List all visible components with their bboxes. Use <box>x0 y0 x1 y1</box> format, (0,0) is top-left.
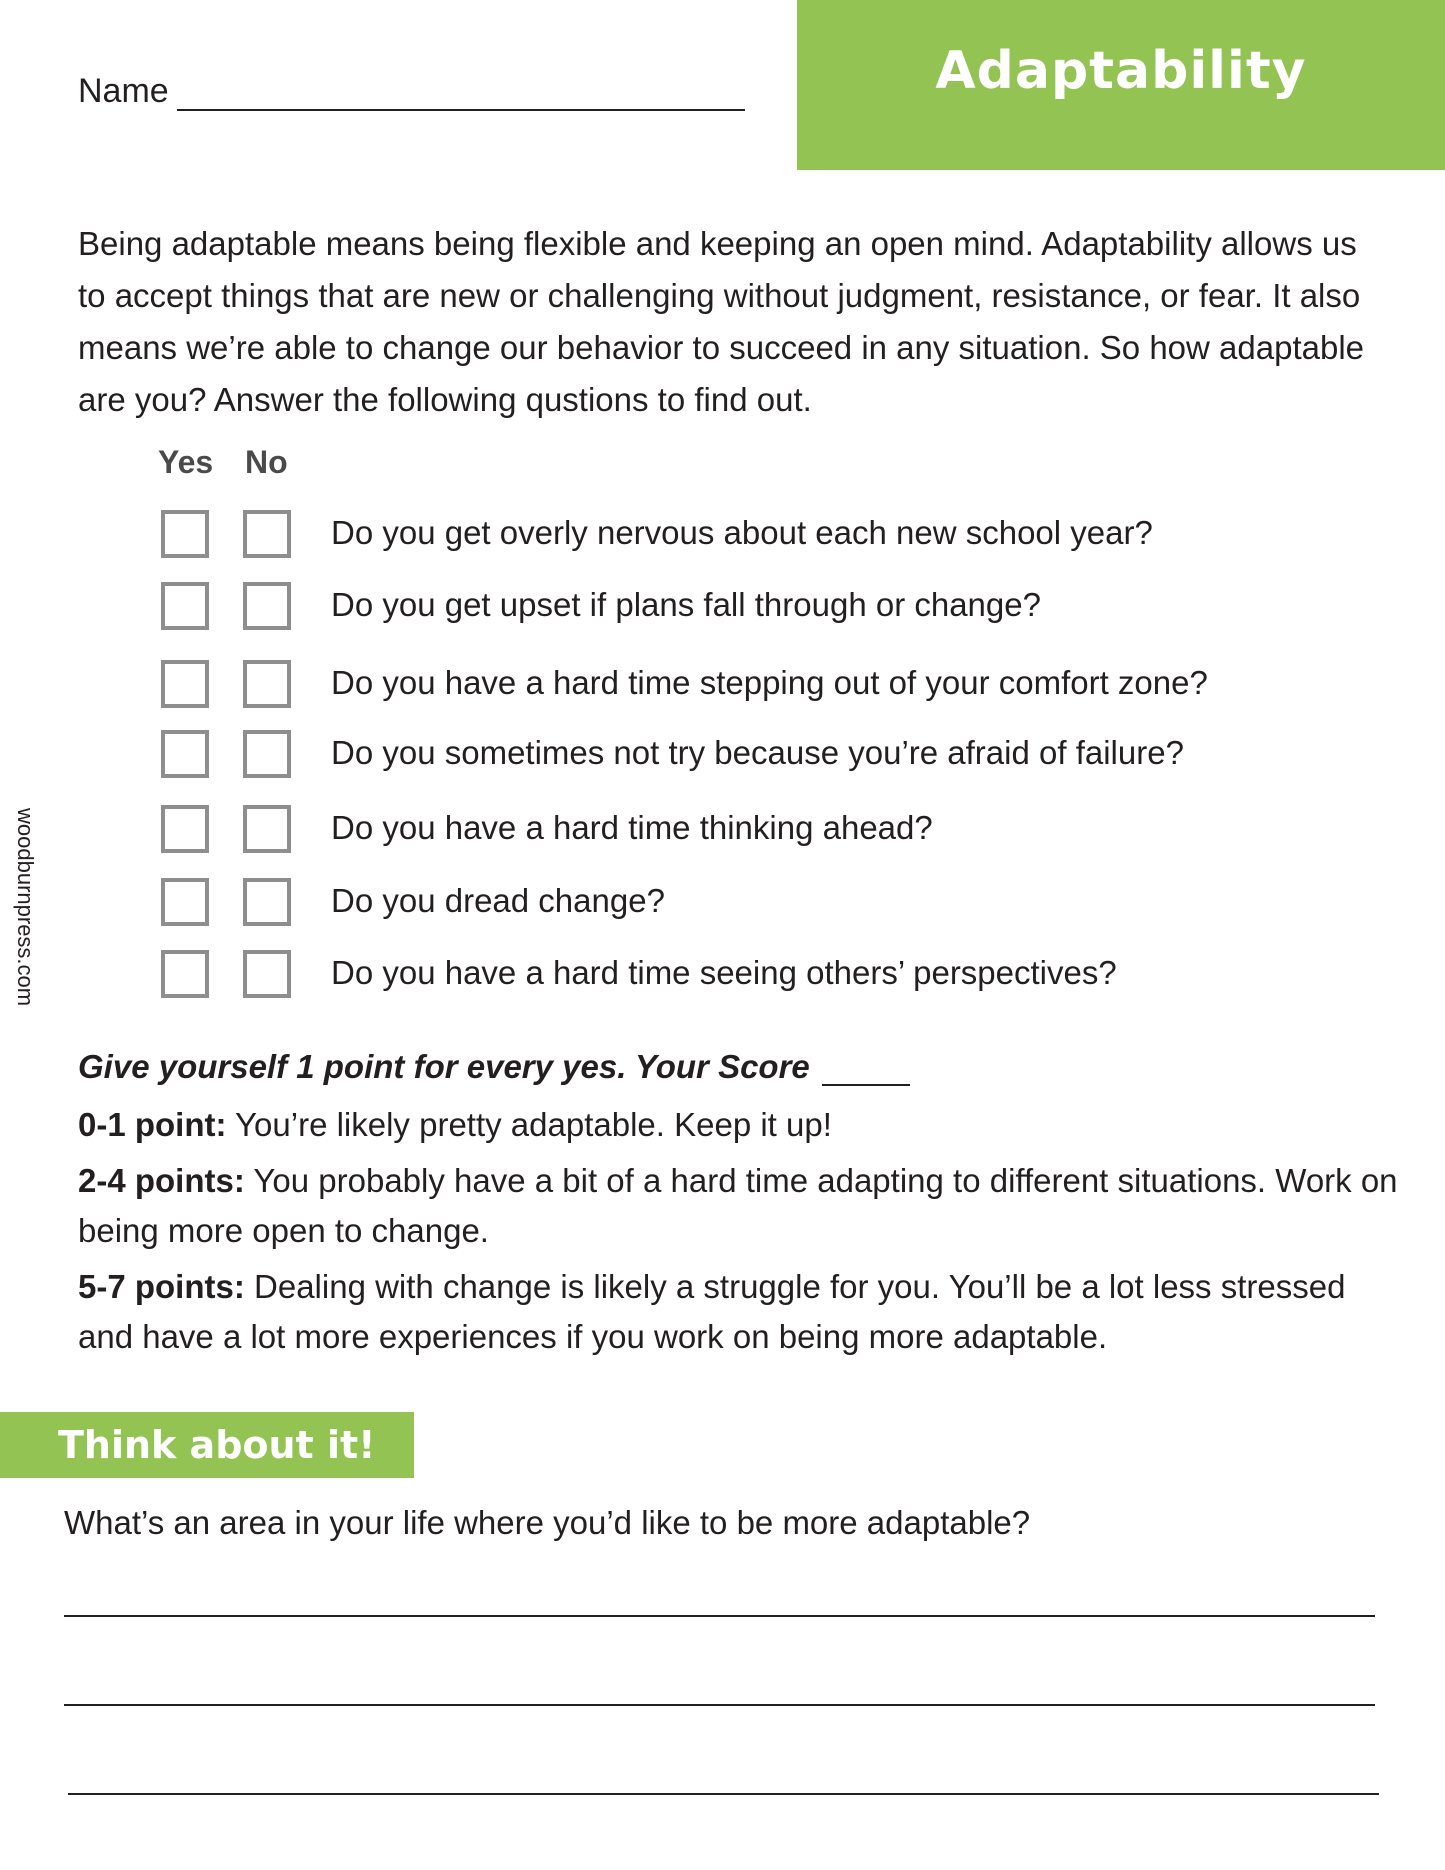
answer-line[interactable] <box>68 1793 1379 1795</box>
question-text: Do you get overly nervous about each new school year? <box>331 514 1153 551</box>
question-text: Do you have a hard time thinking ahead? <box>331 809 933 846</box>
title-banner <box>797 0 1445 170</box>
score-range: 5-7 points: <box>78 1268 245 1305</box>
score-range: 2-4 points: <box>78 1162 245 1199</box>
question-row <box>0 730 1445 782</box>
yes-checkbox[interactable] <box>161 510 209 558</box>
question-text: Do you get upset if plans fall through or change? <box>331 586 1041 623</box>
name-field <box>78 72 745 111</box>
answer-line[interactable] <box>64 1704 1375 1706</box>
name-input-line[interactable] <box>177 77 745 111</box>
no-column-header: No <box>245 444 288 480</box>
no-checkbox[interactable] <box>243 805 291 853</box>
question-row <box>0 805 1445 857</box>
score-instruction-text: Give yourself 1 point for every yes. Your Score <box>78 1048 810 1085</box>
yes-column-header: Yes <box>158 444 214 480</box>
no-checkbox[interactable] <box>243 660 291 708</box>
question-text: Do you have a hard time stepping out of your comfort zone? <box>331 664 1208 701</box>
question-text: Do you sometimes not try because you’re afraid of failure? <box>331 734 1184 771</box>
question-row <box>0 950 1445 1002</box>
yes-checkbox[interactable] <box>161 878 209 926</box>
score-input-line[interactable] <box>822 1056 910 1086</box>
intro-paragraph: Being adaptable means being flexible and keeping an open mind. Adaptability allows us to accept things that are new or challenging without judgment, resistance, or fear. It also means we’re able to change our behavior to succeed in any situation. So how adaptable are you? Answer the following qustions to find out. <box>78 225 1365 418</box>
yes-checkbox[interactable] <box>161 805 209 853</box>
question-row <box>0 510 1445 562</box>
think-prompt: What’s an area in your life where you’d like to be more adaptable? <box>64 1504 1031 1541</box>
score-result <box>78 1156 1398 1256</box>
score-description: Dealing with change is likely a struggle for you. You’ll be a lot less stressed and have a lot more experiences if you work on being more adaptable. <box>78 1268 1346 1355</box>
no-checkbox[interactable] <box>243 582 291 630</box>
think-banner <box>0 1412 414 1478</box>
yes-checkbox[interactable] <box>161 950 209 998</box>
question-row <box>0 878 1445 930</box>
no-checkbox[interactable] <box>243 510 291 558</box>
question-text: Do you have a hard time seeing others’ perspectives? <box>331 954 1117 991</box>
question-text: Do you dread change? <box>331 882 665 919</box>
no-checkbox[interactable] <box>243 878 291 926</box>
score-description: You’re likely pretty adaptable. Keep it up! <box>226 1106 832 1143</box>
question-row <box>0 582 1445 634</box>
yes-checkbox[interactable] <box>161 660 209 708</box>
name-label: Name <box>78 72 169 110</box>
page-title: Adaptability <box>935 41 1307 101</box>
think-title: Think about it! <box>58 1423 376 1467</box>
answer-line[interactable] <box>64 1615 1375 1617</box>
no-checkbox[interactable] <box>243 950 291 998</box>
score-result <box>78 1262 1398 1362</box>
question-row <box>0 660 1445 712</box>
score-instruction <box>78 1048 910 1086</box>
score-description: You probably have a bit of a hard time adapting to different situations. Work on being more open to change. <box>78 1162 1398 1249</box>
yes-checkbox[interactable] <box>161 730 209 778</box>
score-result <box>78 1100 1398 1150</box>
score-range: 0-1 point: <box>78 1106 227 1143</box>
yes-checkbox[interactable] <box>161 582 209 630</box>
no-checkbox[interactable] <box>243 730 291 778</box>
